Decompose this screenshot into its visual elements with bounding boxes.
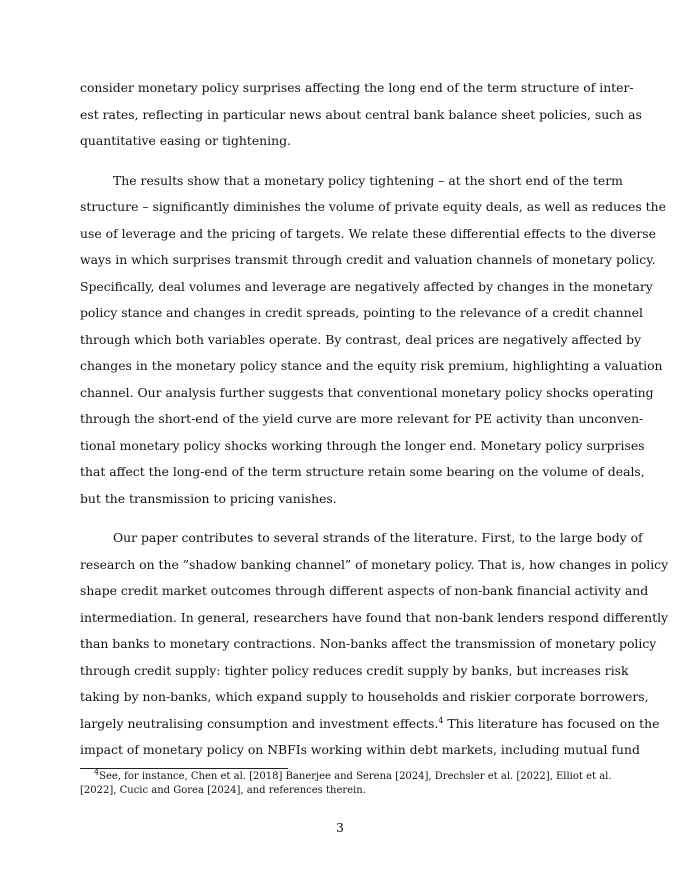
text-line: The results show that a monetary policy tightening – at the short end of the term (113, 172, 623, 188)
footnote-text: See, for instance, Chen et al. [2018] Banerjee and Serena [2024], Drechsler et al. [2022], Elliot et al. (99, 771, 612, 782)
text-line: use of leverage and the pricing of targets. We relate these differential effects to the diverse (80, 225, 656, 241)
text-line: structure – significantly diminishes the volume of private equity deals, as well as reduces the (80, 199, 666, 214)
text-line: tional monetary policy shocks working through the longer end. Monetary policy surprises (80, 437, 645, 453)
paragraph-2 (80, 168, 666, 513)
text-line: but the transmission to pricing vanishes. (80, 490, 337, 506)
body-text (80, 75, 669, 777)
text-line: policy stance and changes in credit spreads, pointing to the relevance of a credit channel (80, 305, 643, 320)
text-line: impact of monetary policy on NBFIs working within debt markets, including mutual fund (80, 742, 640, 757)
text-line: intermediation. In general, researchers have found that non-bank lenders respond differently (80, 609, 669, 625)
footnote (80, 767, 612, 797)
text-line: Specifically, deal volumes and leverage are negatively affected by changes in the monetary (80, 278, 653, 294)
text-line: ways in which surprises transmit through credit and valuation channels of monetary policy. (80, 252, 656, 267)
text-line: consider monetary policy surprises affecting the long end of the term structure of inter- (80, 80, 634, 95)
paragraph-3 (80, 525, 669, 764)
footnote-line: [2022], Cucic and Gorea [2024], and references therein. (80, 784, 366, 796)
footnote-mark: 4 (94, 767, 100, 777)
text-line: taking by non-banks, which expand supply to households and riskier corporate borrowers, (80, 689, 649, 704)
text-line: changes in the monetary policy stance and the equity risk premium, highlighting a valuation (80, 358, 663, 373)
footnote-ref[interactable]: 4 (438, 715, 444, 725)
text-line: quantitative easing or tightening. (80, 133, 291, 148)
text-line: Our paper contributes to several strands of the literature. First, to the large body of (113, 530, 643, 545)
text-line (80, 711, 660, 738)
text-line: channel. Our analysis further suggests that conventional monetary policy shocks operating (80, 384, 654, 400)
footnote-rule (80, 768, 288, 769)
paragraph-1 (80, 75, 642, 155)
text-segment: This literature has focused on the (443, 715, 660, 731)
page-number: 3 (336, 820, 344, 835)
text-line: research on the ”shadow banking channel” of monetary policy. That is, how changes in policy (80, 556, 669, 572)
text-line: through credit supply: tighter policy reduces credit supply by banks, but increases risk (80, 662, 629, 678)
text-line: through the short-end of the yield curve are more relevant for PE activity than unconven- (80, 411, 644, 426)
text-line: that affect the long-end of the term structure retain some bearing on the volume of deals, (80, 464, 645, 479)
text-line: than banks to monetary contractions. Non-banks affect the transmission of monetary policy (80, 636, 657, 651)
text-line: through which both variables operate. By contrast, deal prices are negatively affected by (80, 331, 642, 347)
text-line: shape credit market outcomes through different aspects of non-bank financial activity and (80, 583, 649, 598)
text-segment: largely neutralising consumption and investment effects. (80, 715, 439, 731)
footnote-line (80, 767, 612, 784)
text-line: est rates, reflecting in particular news about central bank balance sheet policies, such as (80, 106, 642, 122)
